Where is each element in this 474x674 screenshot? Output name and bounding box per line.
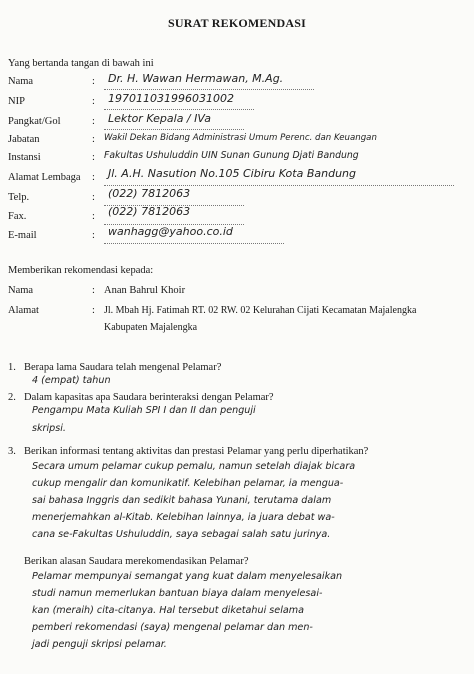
- nama-value: Dr. H. Wawan Hermawan, M.Ag.: [108, 72, 284, 85]
- nama-label: Nama: [8, 76, 34, 87]
- colon: :: [92, 285, 95, 296]
- telp-label: Telp.: [8, 192, 30, 203]
- alamat-lembaga-label: Alamat Lembaga: [8, 172, 81, 183]
- colon: :: [92, 152, 95, 163]
- colon: :: [92, 305, 95, 316]
- candidate-alamat-label: Alamat: [8, 305, 39, 316]
- instansi-value: Fakultas Ushuluddin UIN Sunan Gunung Djati Bandung: [104, 150, 359, 161]
- colon: :: [92, 211, 95, 222]
- answer-line: cukup mengalir dan komunikatif. Kelebihan pelamar, ia mengua-: [32, 478, 344, 489]
- colon: :: [92, 76, 95, 87]
- fax-label: Fax.: [8, 211, 27, 222]
- question-text: Berikan alasan Saudara merekomendasikan Pelamar?: [24, 556, 249, 567]
- colon: :: [92, 96, 95, 107]
- dotted-line: [104, 185, 454, 186]
- dotted-line: [104, 129, 244, 130]
- answer-line: pemberi rekomendasi (saya) mengenal pelamar dan men-: [32, 622, 313, 633]
- question-number: 1.: [8, 362, 16, 373]
- answer-line: Pengampu Mata Kuliah SPI I dan II dan penguji: [32, 405, 256, 416]
- answer-line: kan (meraih) cita-citanya. Hal tersebut diketahui selama: [32, 605, 304, 616]
- document-title: SURAT REKOMENDASI: [168, 16, 306, 30]
- answer-line: menerjemahkan al-Kitab. Kelebihan lainnya, ia juara debat wa-: [32, 512, 335, 523]
- question-text: Berikan informasi tentang aktivitas dan prestasi Pelamar yang perlu diperhatikan?: [24, 446, 369, 457]
- email-value: wanhagg@yahoo.co.id: [108, 225, 233, 238]
- nip-label: NIP: [8, 96, 25, 107]
- answer-line: Secara umum pelamar cukup pemalu, namun setelah diajak bicara: [32, 461, 356, 472]
- answer-line: jadi penguji skripsi pelamar.: [32, 639, 167, 650]
- colon: :: [92, 134, 95, 145]
- answer-line: studi namun memerlukan bantuan biaya dalam menyelesai-: [32, 588, 323, 599]
- nip-value: 197011031996031002: [108, 92, 234, 105]
- colon: :: [92, 116, 95, 127]
- answer-line: cana se-Fakultas Ushuluddin, saya sebagai salah satu jurinya.: [32, 529, 331, 540]
- answer-line: Pelamar mempunyai semangat yang kuat dalam menyelesaikan: [32, 571, 343, 582]
- alamat-lembaga-value: Jl. A.H. Nasution No.105 Cibiru Kota Bandung: [108, 167, 357, 180]
- pangkat-value: Lektor Kepala / IVa: [108, 112, 211, 125]
- question-number: 2.: [8, 392, 16, 403]
- colon: :: [92, 230, 95, 241]
- dotted-line: [104, 89, 314, 90]
- candidate-nama-value: Anan Bahrul Khoir: [104, 285, 186, 296]
- answer-line: 4 (empat) tahun: [32, 375, 111, 386]
- dotted-line: [104, 243, 284, 244]
- question-text: Berapa lama Saudara telah mengenal Pelamar?: [24, 362, 222, 373]
- answer-line: skripsi.: [32, 423, 66, 434]
- fax-value: (022) 7812063: [108, 205, 191, 218]
- question-text: Dalam kapasitas apa Saudara berinteraksi dengan Pelamar?: [24, 392, 274, 403]
- dotted-line: [104, 109, 254, 110]
- pangkat-label: Pangkat/Gol: [8, 116, 61, 127]
- question-number: 3.: [8, 446, 16, 457]
- jabatan-value: Wakil Dekan Bidang Administrasi Umum Perenc. dan Keuangan: [104, 133, 377, 143]
- intro-text: Yang bertanda tangan di bawah ini: [8, 58, 154, 69]
- answer-line: sai bahasa Inggris dan sedikit bahasa Yunani, terutama dalam: [32, 495, 332, 506]
- email-label: E-mail: [8, 230, 37, 241]
- colon: :: [92, 172, 95, 183]
- instansi-label: Instansi: [8, 152, 41, 163]
- candidate-alamat-line2: Kabupaten Majalengka: [104, 322, 198, 333]
- telp-value: (022) 7812063: [108, 187, 191, 200]
- candidate-nama-label: Nama: [8, 285, 34, 296]
- colon: :: [92, 192, 95, 203]
- jabatan-label: Jabatan: [8, 134, 40, 145]
- candidate-alamat-line1: Jl. Mbah Hj. Fatimah RT. 02 RW. 02 Kelurahan Cijati Kecamatan Majalengka: [104, 305, 417, 316]
- recommend-to-text: Memberikan rekomendasi kepada:: [8, 265, 154, 276]
